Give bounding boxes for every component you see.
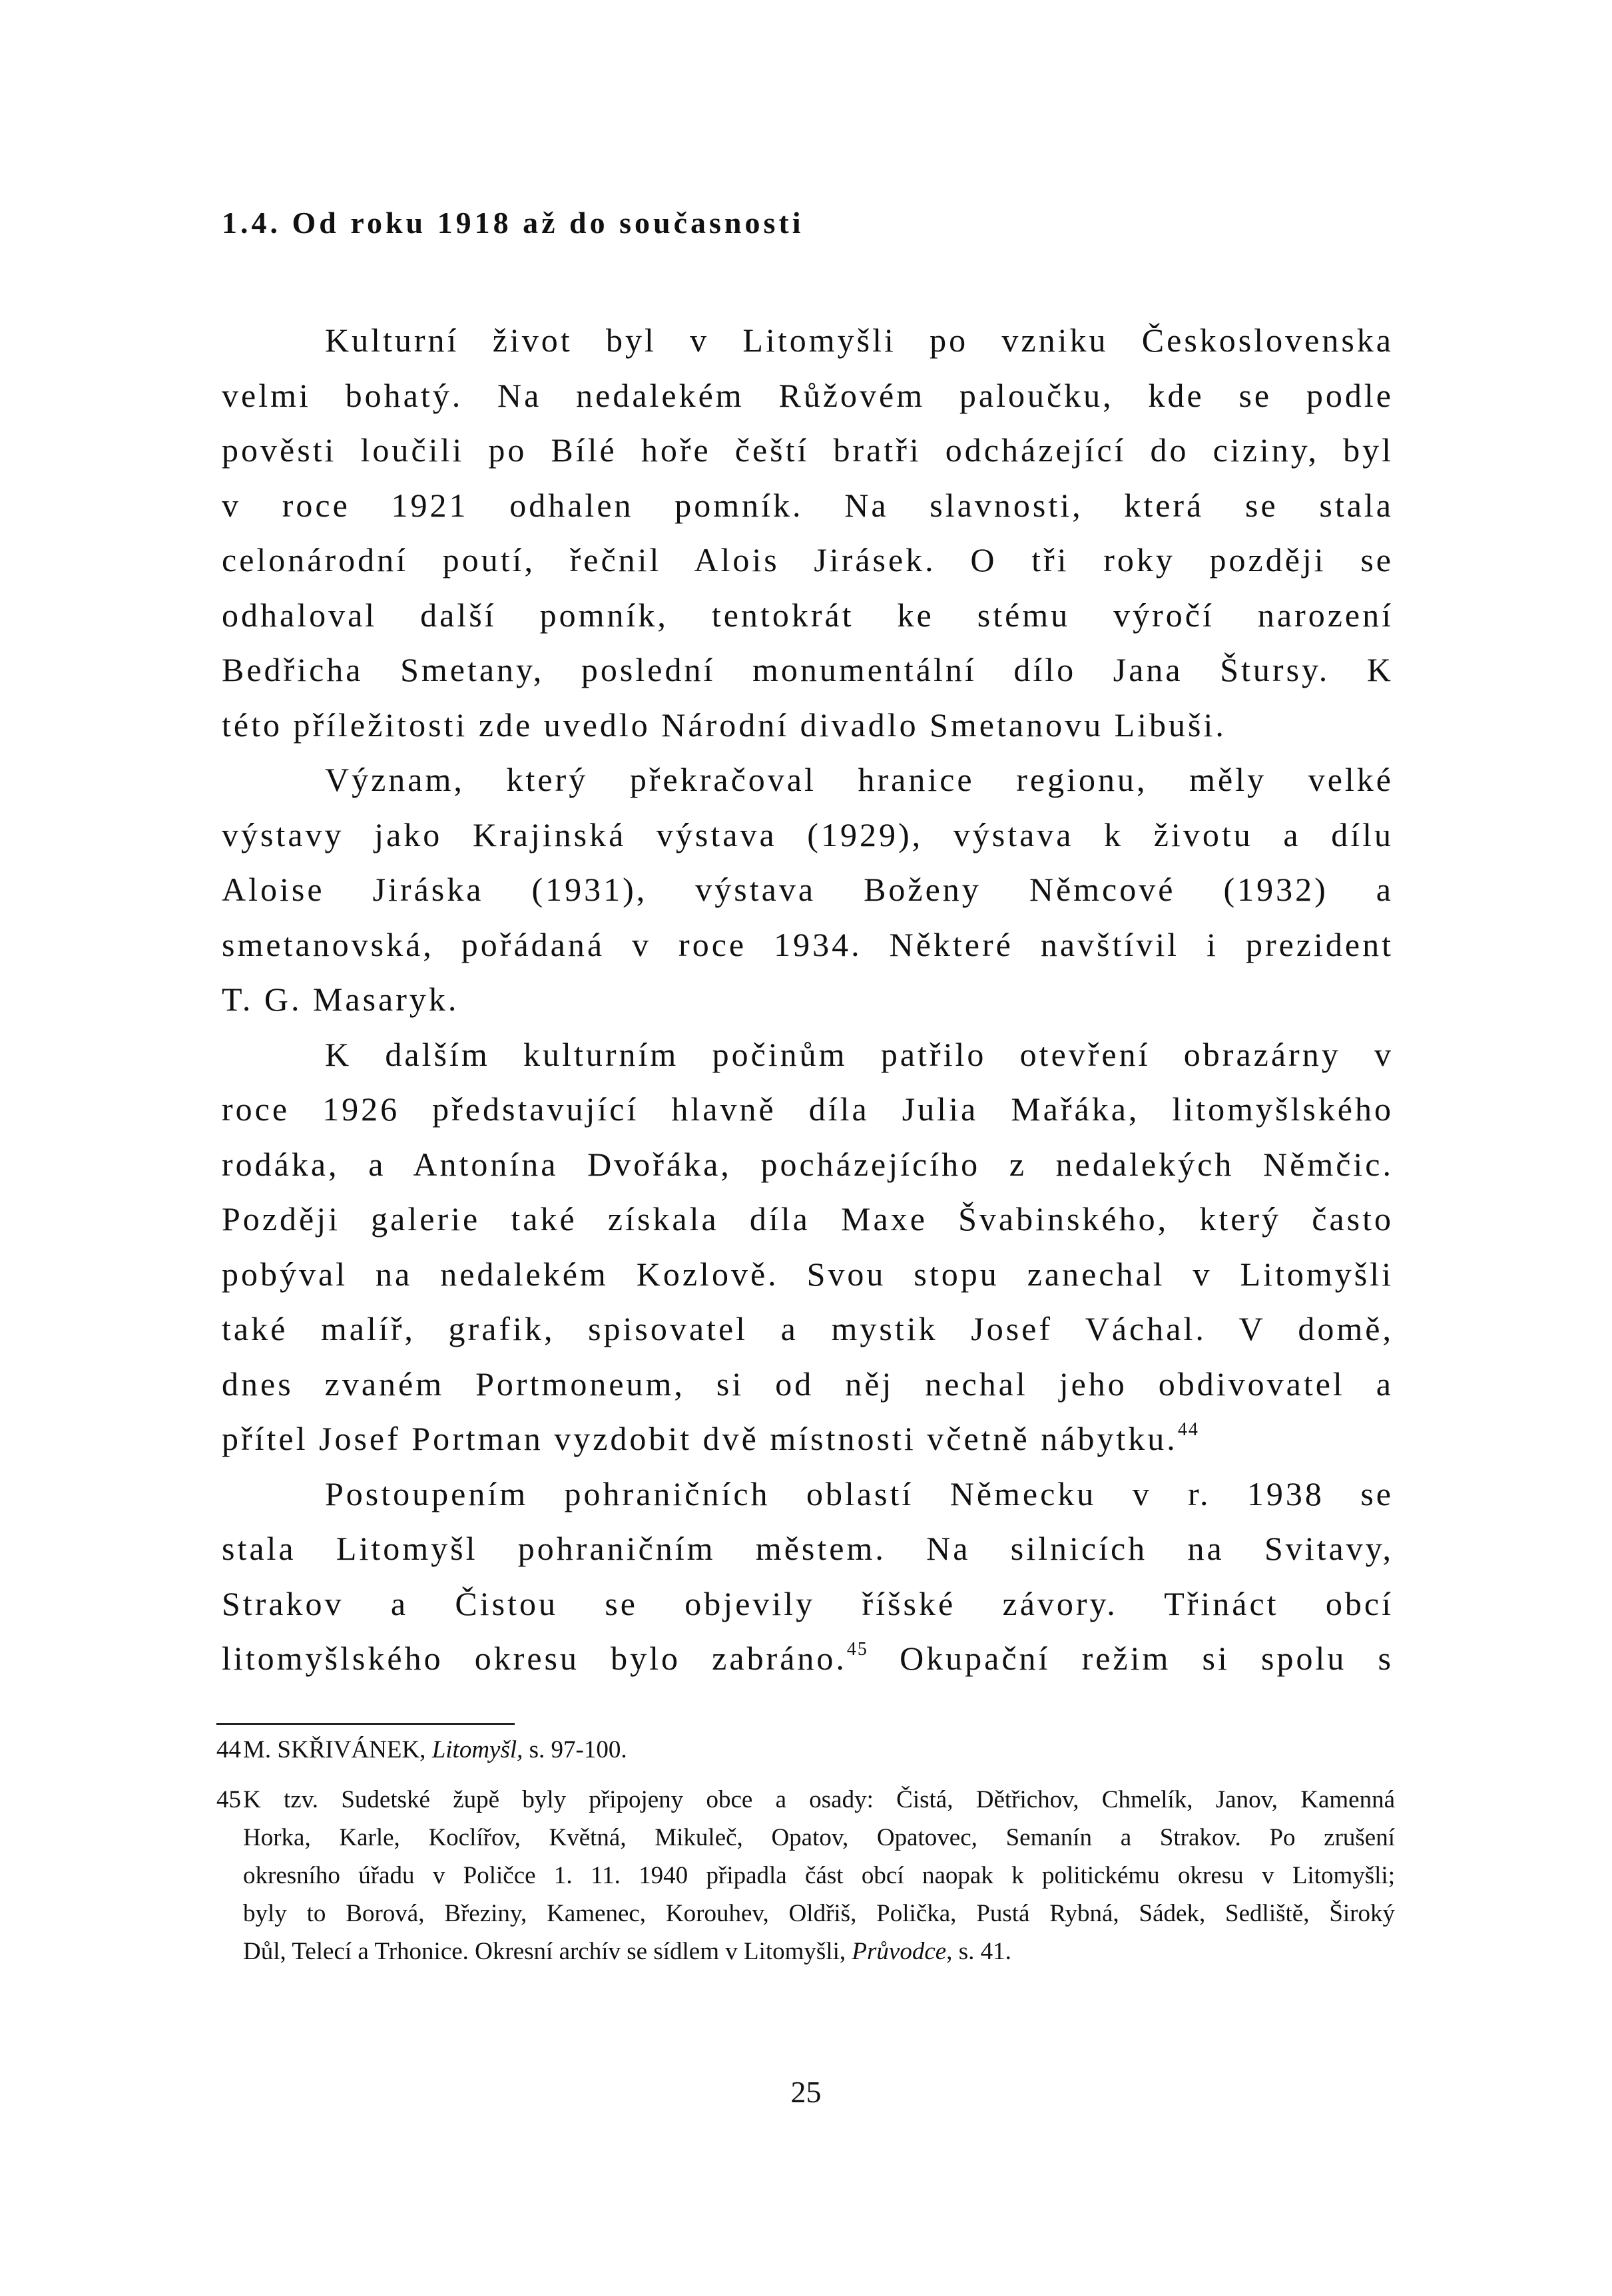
text-line: smetanovská, pořádaná v roce 1934. Některé navštívil i prezident (222, 925, 1394, 963)
page-number: 25 (790, 2075, 822, 2109)
text-line: Postoupením pohraničních oblastí Německu v r. 1938 se (325, 1475, 1394, 1512)
text-line: Později galerie také získala díla Maxe Švabinského, který často (222, 1200, 1394, 1238)
section-heading: 1.4. Od roku 1918 až do současnosti (222, 206, 804, 240)
footnote-number: 44 (216, 1736, 241, 1763)
text-line-content: litomyšlského okresu bylo zabráno. (222, 1640, 847, 1677)
paragraph (222, 1027, 1394, 1467)
footnote-line: K tzv. Sudetské župě byly připojeny obce a osady: Čistá, Dětřichov, Chmelík, Janov, Kamenná (243, 1786, 1395, 1813)
text-line (222, 1631, 1394, 1686)
text-line: v roce 1921 odhalen pomník. Na slavnosti, která se stala (222, 486, 1394, 524)
footnote-line (243, 1731, 1395, 1769)
text-line: K dalším kulturním počinům patřilo otevření obrazárny v (325, 1035, 1394, 1073)
text-line: Aloise Jiráska (1931), výstava Boženy Němcové (1932) a (222, 871, 1394, 908)
text-line: výstavy jako Krajinská výstava (1929), výstava k životu a dílu (222, 815, 1394, 853)
footnote-45 (216, 1781, 1395, 1970)
text-line: Strakov a Čistou se objevily říšské závory. Třináct obcí (222, 1584, 1394, 1622)
footnote-line (243, 1933, 1395, 1970)
text-line: celonárodní poutí, řečnil Alois Jirásek. O tři roky později se (222, 541, 1394, 578)
text-line: roce 1926 představující hlavně díla Julia Mařáka, litomyšlského (222, 1090, 1394, 1128)
body-text (222, 313, 1394, 1686)
paragraph (222, 1467, 1394, 1686)
footnote-pages: s. 97-100. (523, 1736, 627, 1763)
footnote-line: okresního úřadu v Poličce 1. 11. 1940 připadla část obcí naopak k politickému okresu v Litomyšli; (243, 1862, 1395, 1889)
footnote-ref-44[interactable]: 44 (1177, 1419, 1199, 1440)
paragraph (222, 313, 1394, 752)
footnote-pages: s. 41. (952, 1938, 1011, 1965)
footnote-line: byly to Borová, Březiny, Kamenec, Korouhev, Oldřiš, Polička, Pustá Rybná, Sádek, Sedliště, Široký (243, 1900, 1395, 1927)
text-line (222, 1411, 1394, 1467)
text-line: pobýval na nedalekém Kozlově. Svou stopu zanechal v Litomyšli (222, 1255, 1394, 1293)
footnote-number: 45 (216, 1786, 241, 1813)
text-line: Význam, který překračoval hranice regionu, měly velké (325, 761, 1394, 798)
text-line: pověsti loučili po Bílé hoře čeští bratři odcházející do ciziny, byl (222, 431, 1394, 469)
text-line: Bedřicha Smetany, poslední monumentální dílo Jana Štursy. K (222, 651, 1394, 688)
footnote-author: M. SKŘIVÁNEK, (243, 1736, 432, 1763)
text-line: rodáka, a Antonína Dvořáka, pocházejícího z nedalekých Němčic. (222, 1145, 1394, 1183)
text-line: stala Litomyšl pohraničním městem. Na silnicích na Svitavy, (222, 1530, 1394, 1567)
text-line: velmi bohatý. Na nedalekém Růžovém paloučku, kde se podle (222, 376, 1394, 414)
text-line-content: přítel Josef Portman vyzdobit dvě místnosti včetně nábytku. (222, 1420, 1178, 1457)
footnote-line: Horka, Karle, Koclířov, Květná, Mikuleč, Opatov, Opatovec, Semanín a Strakov. Po zrušení (243, 1824, 1395, 1851)
footnotes (216, 1731, 1395, 1982)
text-line: Kulturní život byl v Litomyšli po vzniku Československa (325, 322, 1394, 359)
text-line: také malíř, grafik, spisovatel a mystik Josef Váchal. V domě, (222, 1310, 1394, 1347)
footnote-ref-45[interactable]: 45 (846, 1639, 868, 1660)
text-line: odhaloval další pomník, tentokrát ke stému výročí narození (222, 596, 1394, 634)
footnote-44 (216, 1731, 1395, 1769)
text-line: této příležitosti zde uvedlo Národní divadlo Smetanovu Libuši. (222, 706, 1226, 744)
footnote-separator (216, 1723, 515, 1725)
paragraph (222, 752, 1394, 1027)
text-line-tail: Okupační režim si spolu s (868, 1640, 1394, 1677)
text-line: T. G. Masaryk. (222, 981, 459, 1018)
footnote-text: Důl, Telecí a Trhonice. Okresní archív se sídlem v Litomyšli, (243, 1938, 852, 1965)
footnote-title: Průvodce, (852, 1938, 953, 1965)
text-line: dnes zvaném Portmoneum, si od něj nechal jeho obdivovatel a (222, 1365, 1394, 1403)
footnote-title: Litomyšl, (431, 1736, 523, 1763)
